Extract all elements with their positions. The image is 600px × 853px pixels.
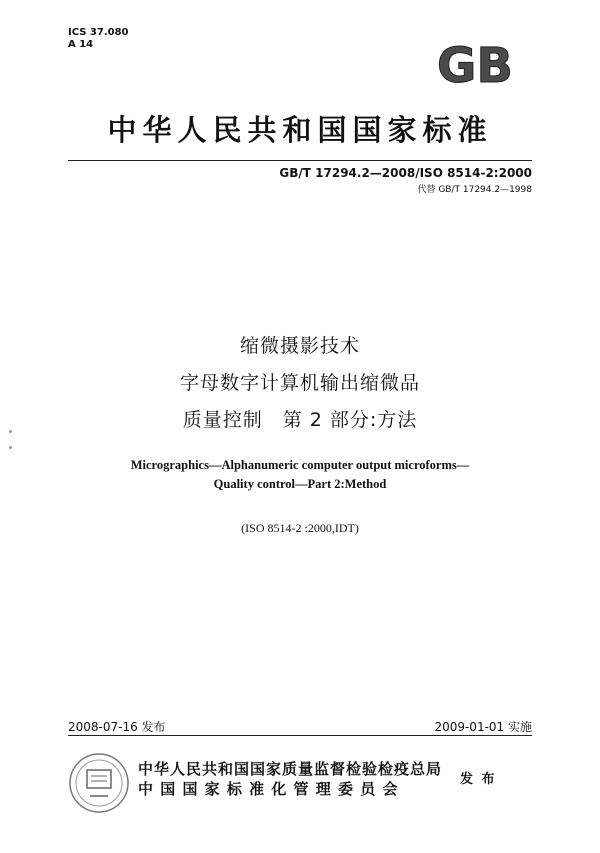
issuer-line-1: 中华人民共和国国家质量监督检验检疫总局: [138, 760, 443, 778]
standard-title: 中华人民共和国国家标准: [107, 113, 493, 147]
classification-block: [68, 27, 129, 51]
release-date: 2008-07-16 发布: [68, 720, 166, 734]
gb-logo: [424, 42, 526, 86]
title-en-line-1: Micrographics—Alphanumeric computer output microforms—: [130, 458, 470, 472]
title-cn-line-3: 质量控制 第 2 部分:方法: [182, 409, 418, 431]
title-en-line-2: Quality control—Part 2:Method: [213, 477, 387, 491]
title-cn-line-1: 缩微摄影技术: [239, 335, 360, 357]
gb-logo-text: GB: [437, 42, 513, 86]
top-divider: [68, 160, 532, 161]
replaces-note: 代替 GB/T 17294.2—1998: [417, 185, 532, 195]
ics-code: ICS 37.080: [68, 27, 129, 38]
publish-label: 发 布: [460, 772, 497, 787]
issuer-line-2: 中 国 国 家 标 准 化 管 理 委 员 会: [138, 780, 399, 798]
iso-reference: (ISO 8514-2 :2000,IDT): [241, 521, 359, 535]
standard-code: GB/T 17294.2—2008/ISO 8514-2:2000: [279, 166, 532, 180]
issuer-seal: [68, 752, 130, 814]
margin-mark: [9, 430, 12, 433]
margin-mark: [9, 446, 12, 449]
bottom-divider: [68, 735, 532, 736]
implementation-date: 2009-01-01 实施: [434, 720, 532, 734]
classification-code: A 14: [68, 39, 94, 50]
title-cn-line-2: 字母数字计算机输出缩微品: [179, 372, 420, 394]
